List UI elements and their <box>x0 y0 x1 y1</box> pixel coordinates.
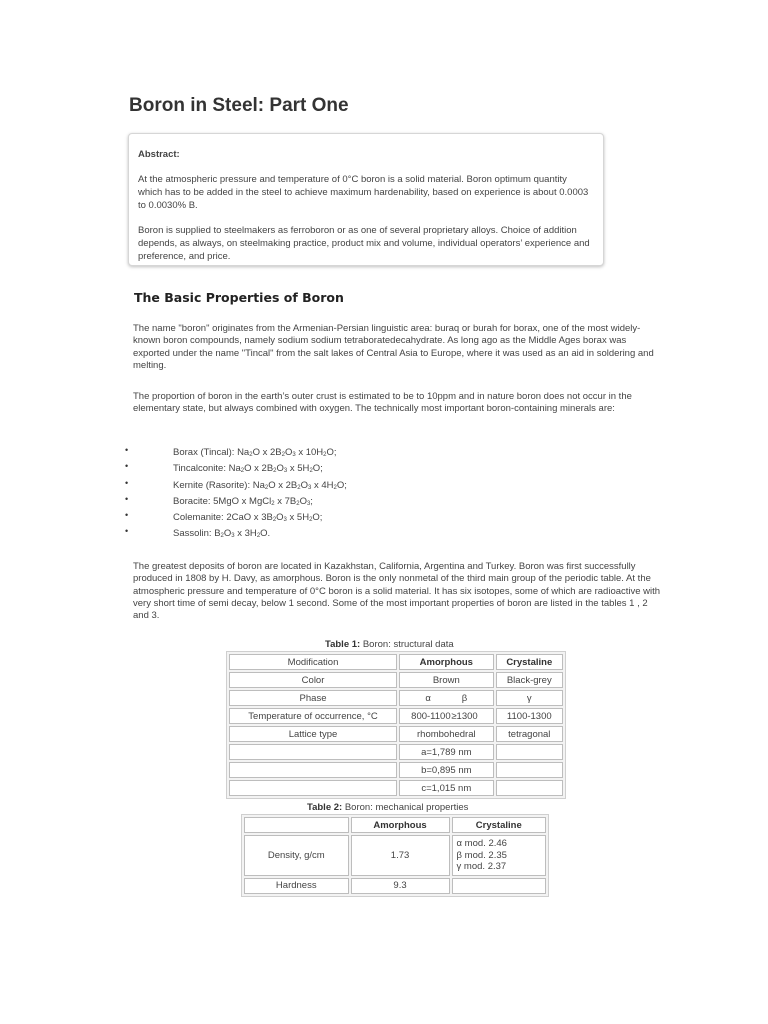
mineral-text <box>173 447 337 458</box>
table-cell <box>229 744 397 760</box>
table-cell: 1.73 <box>351 835 450 876</box>
table-cell: Brown <box>399 672 494 688</box>
abstract-paragraph-2: Boron is supplied to steelmakers as ferroboron or as one of several proprietary alloys. Choice of addition depends, as always, on steelmaking practice, product mix and volume, individual operators’ experience and preference, and price. <box>138 225 590 262</box>
table-cell <box>496 780 563 796</box>
abstract-box <box>128 133 604 266</box>
table-cell <box>452 878 546 894</box>
table-row <box>229 762 563 778</box>
mineral-formula: 2CaO x $3B_2O_3$ x $5H_2O$; <box>226 512 323 524</box>
table-cell: b=0,895 nm <box>399 762 494 778</box>
table-cell: γ <box>496 690 563 706</box>
abstract-paragraph-1: At the atmospheric pressure and temperature of 0°C boron is a solid material. Boron optimum quantity which has to be added in the steel to achieve maximum hardenability, based on experience is about 0.0003 to 0.0030% B. <box>138 174 589 211</box>
table-cell: rhombohedral <box>399 726 494 742</box>
table2-caption <box>307 802 468 813</box>
mineral-formula: 5MgO x MgCl$_2$ x $7B_2O_3$; <box>213 495 313 507</box>
table-cell-part: β <box>461 692 468 704</box>
table-cell-line: α mod. 2.46 <box>456 838 507 849</box>
table-cell <box>496 762 563 778</box>
table-cell: Density, g/cm <box>244 835 349 876</box>
mineral-formula: $Na_2O$ x $2B_2O_3$ x $10H_2O$; <box>237 447 337 458</box>
mineral-name: Boracite: <box>173 495 211 507</box>
bullet-icon: • <box>125 526 129 537</box>
bullet-icon: • <box>125 477 129 488</box>
table-cell <box>399 690 494 706</box>
paragraph-deposits: The greatest deposits of boron are located in Kazakhstan, California, Argentina and Turkey. Boron was first successfully produced in 1808 by H. Davy, as amorphous. Boron is the only nonmetal of the third main group of the periodic table. At the atmospheric pressure and temperature of 0°C boron is a solid material. It has six isotopes, some of which are radioactive with very short time of semi decay, below 1 second. Some of the most important properties of boron are listed in the tables 1 , 2 and 3. <box>133 561 661 622</box>
bullet-icon: • <box>125 493 129 504</box>
table-row <box>229 744 563 760</box>
table2-caption-label: Table 2: <box>307 802 343 813</box>
table-cell-line: β mod. 2.35 <box>456 849 507 861</box>
table1-caption <box>325 639 454 650</box>
mineral-name: Colemanite: <box>173 512 224 524</box>
table-cell-part: α <box>425 692 431 704</box>
bullet-icon: • <box>125 445 129 455</box>
table-cell: Modification <box>229 654 397 670</box>
mineral-text <box>173 512 322 523</box>
mineral-name: Tincalconite: <box>173 463 226 475</box>
table-header-cell: Crystaline <box>452 817 546 833</box>
table-row <box>244 878 546 894</box>
mineral-text <box>173 496 313 507</box>
table-header-cell: Crystaline <box>496 654 563 670</box>
table-cell: c=1,015 nm <box>399 780 494 796</box>
table2-caption-text: Boron: mechanical properties <box>344 802 469 813</box>
table-cell: Black-grey <box>496 672 563 688</box>
page-title: Boron in Steel: Part One <box>129 95 349 116</box>
table1-caption-label: Table 1: <box>325 639 361 650</box>
mineral-name: Borax (Tincal): <box>173 447 235 458</box>
table-cell <box>244 817 349 833</box>
table-cell: Hardness <box>244 878 349 894</box>
bullet-icon: • <box>125 510 129 521</box>
table-row <box>229 708 563 724</box>
abstract-heading: Abstract: <box>138 149 180 160</box>
table-cell: Color <box>229 672 397 688</box>
table-cell <box>496 744 563 760</box>
table-cell-part: ≥1300 <box>451 710 478 722</box>
mineral-name: Sassolin: <box>173 528 212 540</box>
mineral-text <box>173 480 347 491</box>
table-cell: tetragonal <box>496 726 563 742</box>
table-row <box>229 726 563 742</box>
table-cell-line: γ mod. 2.37 <box>456 861 507 872</box>
table-cell: Temperature of occurrence, °C <box>229 708 397 724</box>
mineral-name: Kernite (Rasorite): <box>173 479 251 491</box>
paragraph-origin: The name "boron" originates from the Armenian-Persian linguistic area: buraq or burah for borax, one of the most widely-known boron compounds, namely sodium sodium tetraboratedecahydrate. As long ago as the Middle Ages borax was exported under the name "Tincal" from the salt lakes of Central Asia to Europe, where it was used as an aid in soldering and melting. <box>133 323 654 371</box>
table-row <box>229 690 563 706</box>
table-cell: a=1,789 nm <box>399 744 494 760</box>
table-cell <box>399 708 494 724</box>
mineral-formula: $B_2O_3$ x $3H_2O$. <box>214 528 271 540</box>
section-title: The Basic Properties of Boron <box>134 290 344 305</box>
table-row <box>244 817 546 833</box>
table-cell: 9.3 <box>351 878 450 894</box>
table-cell <box>229 762 397 778</box>
table-cell <box>229 780 397 796</box>
paragraph-earth-crust: The proportion of boron in the earth’s outer crust is estimated to be to 10ppm and in nature boron does not occur in the elementary state, but always combined with oxygen. The technically most important boron-containing minerals are: <box>133 391 632 415</box>
table-row <box>244 835 546 876</box>
table-row <box>229 654 563 670</box>
table-cell-part: 800-1100 <box>411 710 451 722</box>
mineral-formula: $Na_2O$ x $2B_2O_3$ x $4H_2O$; <box>252 479 347 491</box>
table-cell: Phase <box>229 690 397 706</box>
table-row <box>229 780 563 796</box>
mineral-text <box>173 528 270 539</box>
table-cell: 1100-1300 <box>496 708 563 724</box>
table-row <box>229 672 563 688</box>
mineral-text <box>173 463 323 474</box>
table1-caption-text: Boron: structural data <box>362 639 454 650</box>
mineral-formula: $Na_2O$ x $2B_2O_3$ x $5H_2O$; <box>228 463 323 475</box>
table-cell <box>452 835 546 876</box>
table-header-cell: Amorphous <box>399 654 494 670</box>
structural-data-table <box>226 651 566 799</box>
table-header-cell: Amorphous <box>351 817 450 833</box>
table-cell: Lattice type <box>229 726 397 742</box>
mechanical-properties-table <box>241 814 549 897</box>
bullet-icon: • <box>125 461 129 472</box>
